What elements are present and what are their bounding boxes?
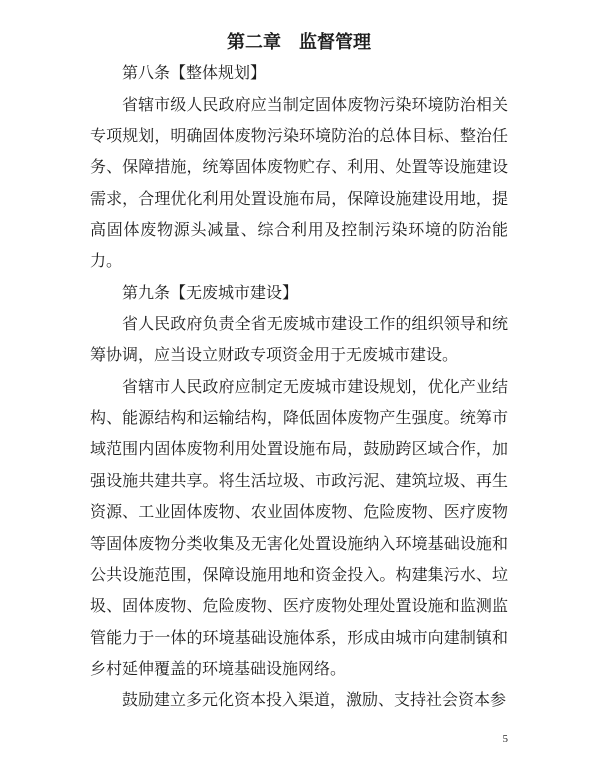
paragraph-article-9-body-2: 省辖市人民政府应制定无废城市建设规划，优化产业结构、能源结构和运输结构，降低固体废物产生强度。统筹市域范围内固体废物利用处置设施布局，鼓励跨区域合作，加强设施共建共享。将生活垃圾、市政污泥、建筑垃圾、再生资源、工业固体废物、农业固体废物、危险废物、医疗废物等固体废物分类收集及无害化处置设施纳入环境基础设施和公共设施范围，保障设施用地和资金投入。构建集污水、垃圾、固体废物、危险废物、医疗废物处理处置设施和监测监管能力于一体的环境基础设施体系，形成由城市向建制镇和乡村延伸覆盖的环境基础设施网络。 xyxy=(90,378,508,678)
paragraph-article-9-body-1: 省人民政府负责全省无废城市建设工作的组织领导和统筹协调，应当设立财政专项资金用于无废城市建设。 xyxy=(90,316,508,365)
article-heading-8: 第八条【整体规划】 xyxy=(122,65,267,83)
article-heading-9: 第九条【无废城市建设】 xyxy=(122,284,299,302)
page-number: 5 xyxy=(502,733,508,745)
chapter-title: 第二章 监督管理 xyxy=(227,32,371,52)
paragraph-article-8-body: 省辖市级人民政府应当制定固体废物污染环境防治相关专项规划，明确固体废物污染环境防治的总体目标、整治任务、保障措施，统筹固体废物贮存、利用、处置等设施建设需求，合理优化利用处置设施布局，保障设施建设用地，提高固体废物源头减量、综合利用及控制污染环境的防治能力。 xyxy=(90,96,508,271)
paragraph-article-9-body-3-truncated: 鼓励建立多元化资本投入渠道，激励、支持社会资本参 xyxy=(122,692,507,710)
